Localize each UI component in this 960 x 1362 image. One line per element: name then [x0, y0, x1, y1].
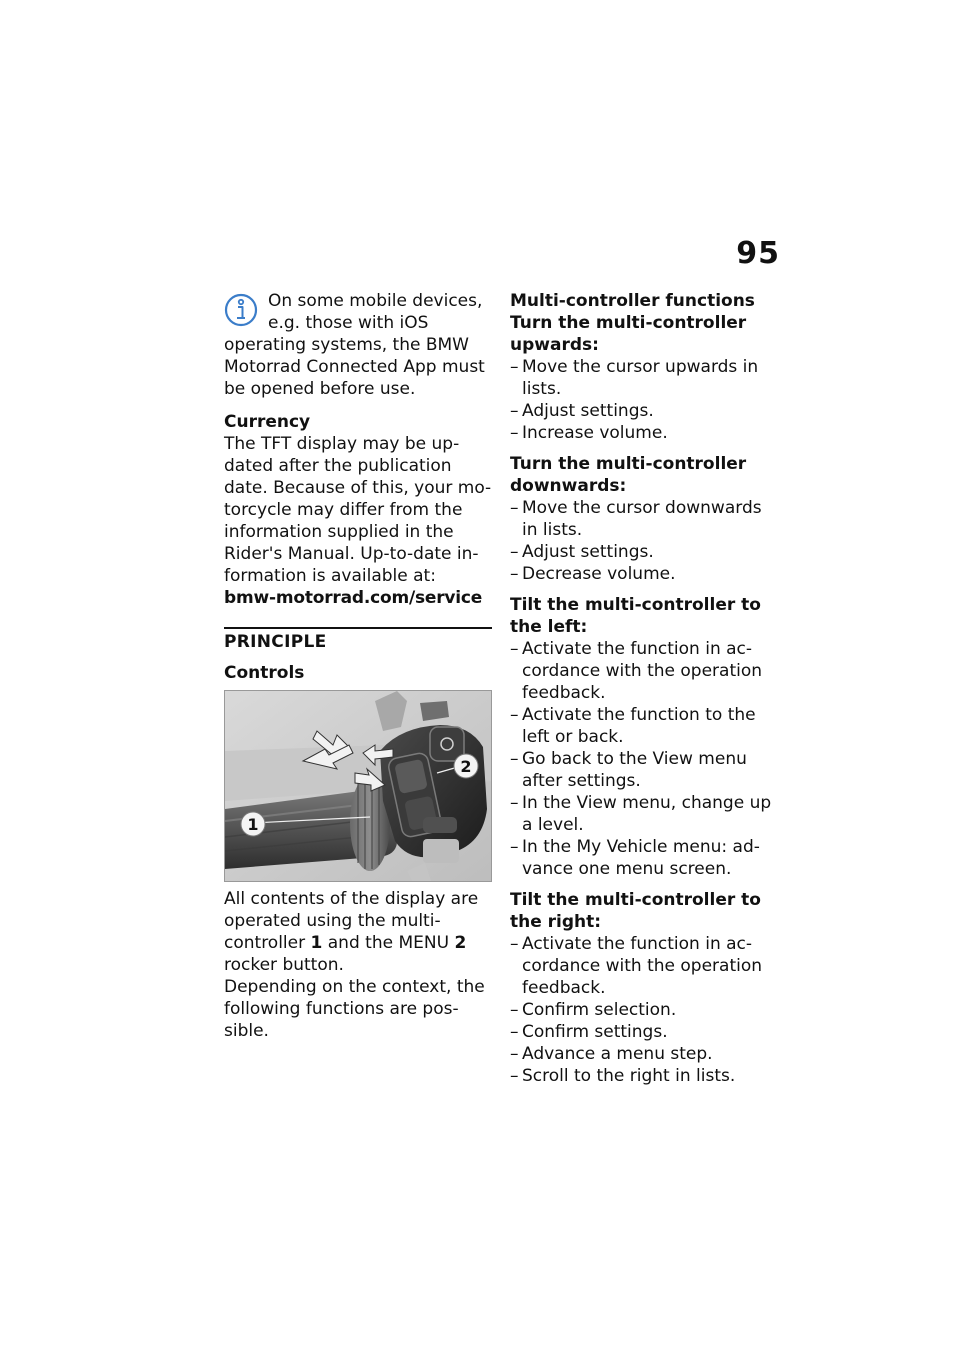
group-heading-left: Tilt the multi-controller to the left: — [510, 595, 761, 637]
controls-figure — [224, 690, 492, 882]
service-url[interactable]: bmw-motorrad.com/service — [224, 588, 483, 608]
callout-2: 2 — [460, 757, 472, 776]
section-title: PRINCIPLE — [224, 632, 327, 652]
controls-heading: Controls — [224, 663, 305, 683]
list-right — [510, 933, 780, 1087]
list-item: – Increase volume. — [510, 422, 780, 444]
list-item: – Adjust settings. — [510, 400, 780, 422]
list-item: – In the My Vehicle menu: ad-vance one menu screen. — [510, 836, 780, 880]
caption-text-1: All contents of the display are operated using the multi-controller — [224, 889, 479, 953]
multi-controller-title: Multi-controller functions — [510, 291, 755, 311]
group-heading-upwards: Turn the multi-controller upwards: — [510, 313, 747, 355]
list-item: – Adjust settings. — [510, 541, 780, 563]
list-item: – Activate the function in ac-cordance with the operation feedback. — [510, 638, 780, 704]
handlebar-photo — [225, 691, 492, 882]
caption-text-3: rocker button. — [224, 955, 344, 975]
figure-caption — [224, 888, 492, 976]
list-item: – Activate the function to the left or back. — [510, 704, 780, 748]
group-heading-downwards: Turn the multi-controller downwards: — [510, 454, 747, 496]
info-note-line-2: e.g. those with iOS — [268, 313, 429, 333]
page-number: 95 — [736, 236, 780, 271]
info-note-line-1: On some mobile devices, — [268, 291, 483, 311]
list-item: – Decrease volume. — [510, 563, 780, 585]
currency-heading: Currency — [224, 412, 311, 432]
list-left — [510, 638, 780, 880]
list-item: – Confirm settings. — [510, 1021, 780, 1043]
section-divider — [224, 627, 492, 1042]
callout-1: 1 — [247, 815, 259, 834]
context-text: Depending on the context, the following functions are pos-sible. — [224, 977, 485, 1041]
currency-body: The TFT display may be up-dated after the publication date. Because of this, your mo-torcycle may differ from the information supplied in the Rider's Manual. Up-to-date in-formation is available at: — [224, 434, 492, 586]
list-item: – Move the cursor downwards in lists. — [510, 497, 780, 541]
list-item: – Move the cursor upwards in lists. — [510, 356, 780, 400]
list-item: – Advance a menu step. — [510, 1043, 780, 1065]
list-item: – Scroll to the right in lists. — [510, 1065, 780, 1087]
list-upwards — [510, 356, 780, 444]
list-downwards — [510, 497, 780, 585]
list-item: – Activate the function in ac-cordance with the operation feedback. — [510, 933, 780, 999]
info-icon — [224, 292, 264, 328]
caption-ref-2: 2 — [454, 933, 467, 953]
right-column — [510, 290, 780, 1087]
group-heading-right: Tilt the multi-controller to the right: — [510, 890, 761, 932]
caption-text-2: and the MENU — [322, 933, 455, 953]
list-item: – Confirm selection. — [510, 999, 780, 1021]
list-item: – Go back to the View menu after settings. — [510, 748, 780, 792]
info-note-text: operating systems, the BMW Motorrad Connected App must be opened before use. — [224, 335, 485, 399]
caption-ref-1: 1 — [310, 933, 323, 953]
info-note — [224, 290, 492, 400]
list-item: – In the View menu, change up a level. — [510, 792, 780, 836]
left-column — [224, 290, 492, 1042]
currency-section — [224, 411, 492, 609]
